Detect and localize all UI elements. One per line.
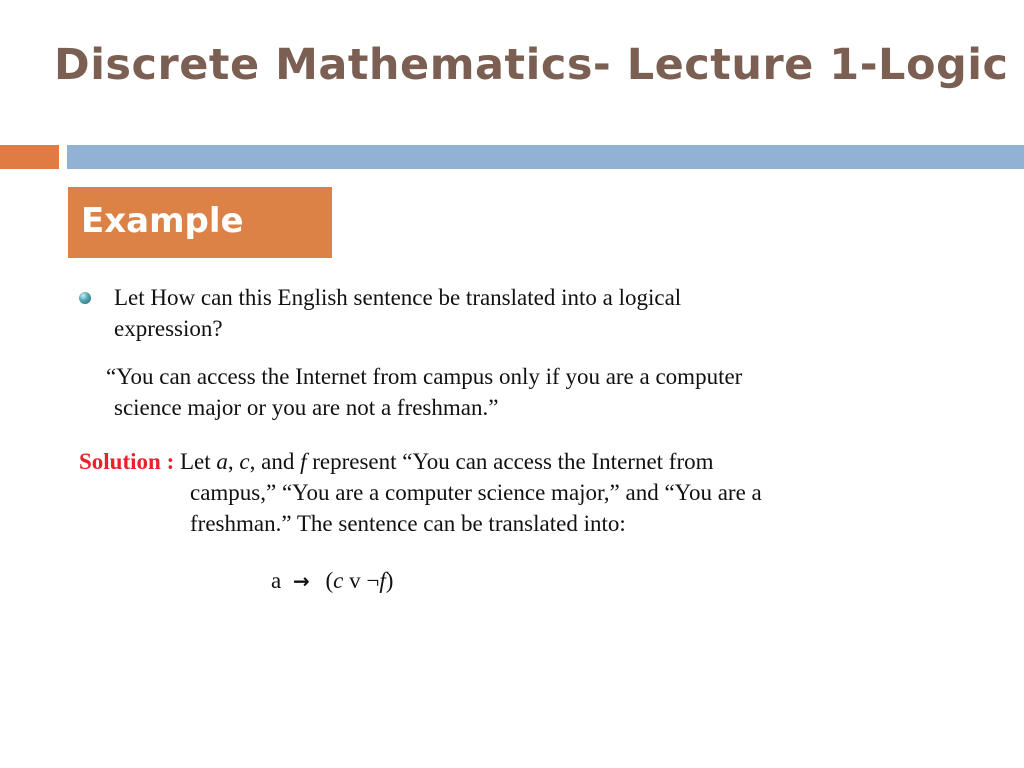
var-c: c [239,449,250,474]
solution-line2: campus,” “You are a computer science major,” and “You are a [190,480,762,505]
formula-var-c: c [333,568,344,593]
formula-close-paren: ) [385,568,394,593]
separator-1: , [227,449,234,474]
formula-not: ¬ [366,568,380,593]
formula-lhs: a [271,568,282,593]
section-label: Example [81,201,244,241]
formula-open-paren: ( [325,568,334,593]
bullet-icon [79,292,91,304]
solution-line3: freshman.” The sentence can be translated into: [190,511,626,536]
quote-paragraph [106,361,914,423]
bullet-text-line1: Let How can this English sentence be translated into a logical [114,285,682,310]
var-a: a [216,449,228,474]
accent-bar-blue [67,145,1024,169]
bullet-text-line2: expression? [114,316,223,341]
var-f: f [300,449,307,474]
logic-formula [271,565,393,597]
solution-let: Let [179,449,211,474]
formula-or: v [349,568,361,593]
quote-line1: “You can access the Internet from campus only if you are a computer [106,364,743,389]
formula-var-f: f [379,568,386,593]
solution-rest-line1: represent “You can access the Internet from [312,449,714,474]
section-label-box [68,187,332,258]
implies-arrow-icon: → [292,569,310,593]
separator-2: , and [249,449,295,474]
bullet-paragraph [114,282,854,344]
accent-bar-orange [0,145,59,169]
slide-title: Discrete Mathematics- Lecture 1-Logic [54,40,1009,90]
solution-label: Solution : [79,449,175,474]
quote-line2: science major or you are not a freshman.” [114,395,499,420]
solution-paragraph [79,446,939,539]
